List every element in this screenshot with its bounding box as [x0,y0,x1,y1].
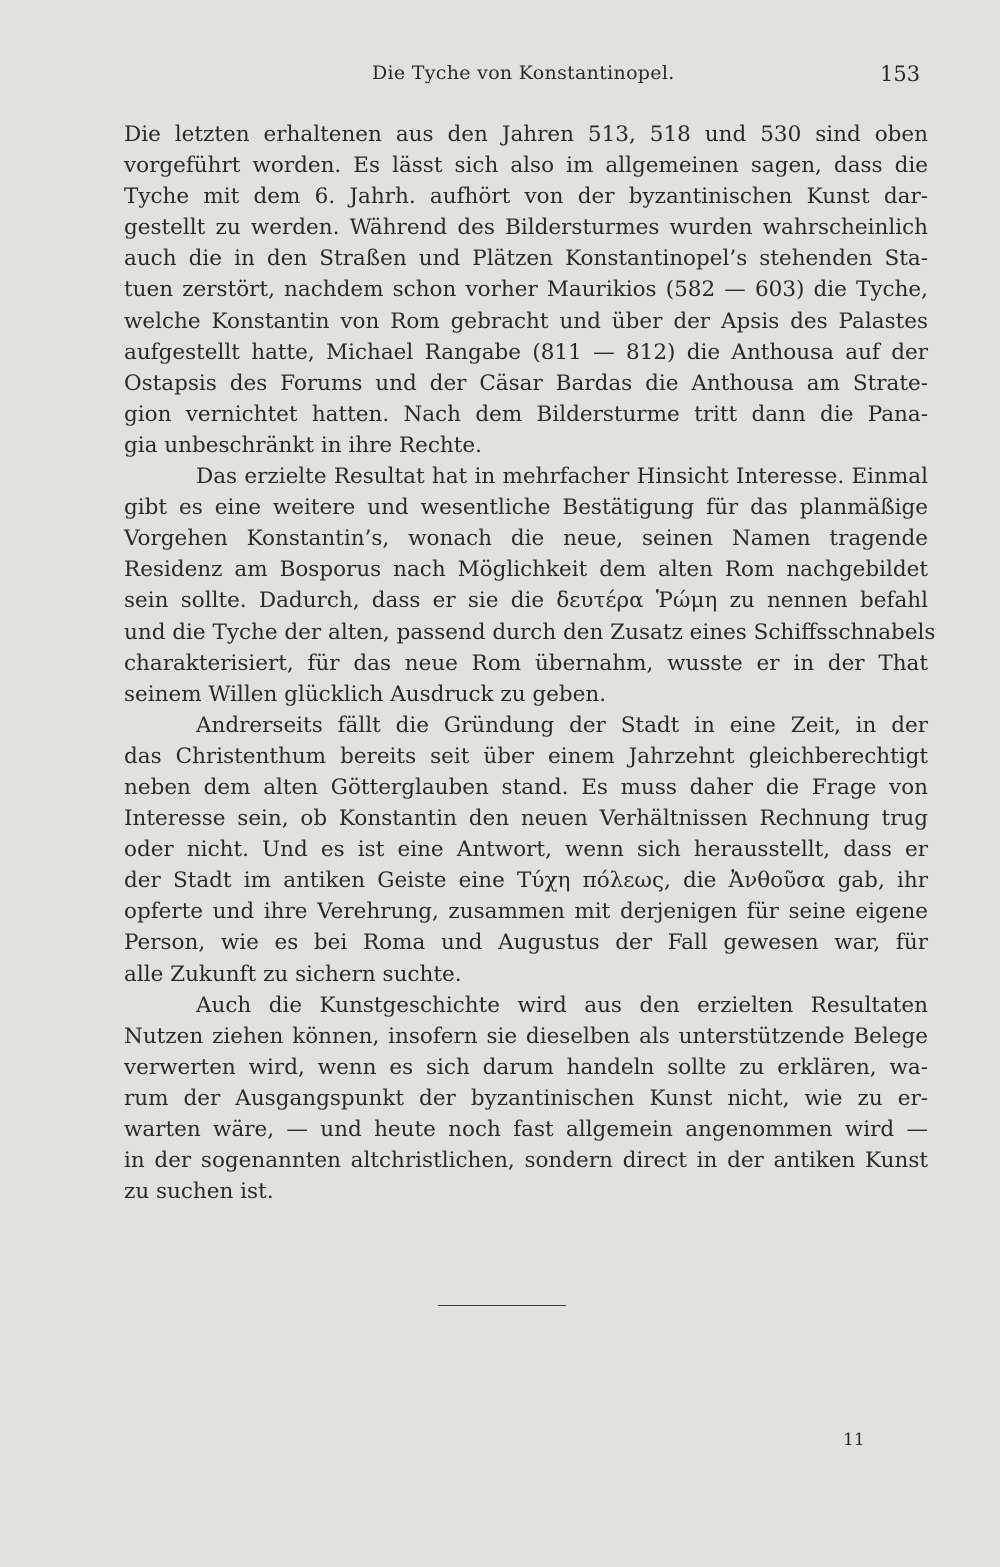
text-line: aufgestellt hatte, Michael Rangabe (811 — 812) die Anthousa auf der [124,339,928,365]
paragraph [124,461,936,710]
running-title: Die Tyche von Konstantinopel. [372,62,675,84]
text-line: seinem Willen glücklich Ausdruck zu geben. [124,681,607,707]
text-line: alle Zukunft zu sichern suchte. [124,961,462,987]
body-text [124,119,936,1207]
text-line: tuen zerstört, nachdem schon vorher Maurikios (582 — 603) die Tyche, [124,277,928,303]
text-line: Tyche mit dem 6. Jahrh. aufhört von der byzantinischen Kunst dar- [124,184,928,210]
text-line: rum der Ausgangspunkt der byzantinischen Kunst nicht, wie zu er- [124,1085,928,1111]
text-line: Die letzten erhaltenen aus den Jahren 513, 518 und 530 sind oben [124,122,928,147]
text-line: Auch die Kunstgeschichte wird aus den erzielten Resultaten [196,992,928,1018]
text-line: und die Tyche der alten, passend durch den Zusatz eines Schiffsschnabels [124,619,936,645]
text-line: Interesse sein, ob Konstantin den neuen Verhältnissen Rechnung trug [124,806,928,832]
text-line: oder nicht. Und es ist eine Antwort, wenn sich herausstellt, dass er [124,837,928,863]
text-line: Andrerseits fällt die Gründung der Stadt in eine Zeit, in der [196,712,928,738]
text-line: zu suchen ist. [124,1179,274,1205]
signature-mark: 11 [843,1430,865,1450]
paragraph [124,710,928,990]
text-line: neben dem alten Götterglauben stand. Es muss daher die Frage von [124,774,928,800]
text-line: warten wäre, — und heute noch fast allgemein angenommen wird — [124,1117,928,1142]
text-line: welche Konstantin von Rom gebracht und über der Apsis des Palastes [124,308,928,334]
text-line: gestellt zu werden. Während des Bildersturmes wurden wahrscheinlich [124,215,928,241]
text-line: Nutzen ziehen können, insofern sie dieselben als unterstützende Belege [124,1023,928,1049]
text-line: Ostapsis des Forums und der Cäsar Bardas die Anthousa am Strate- [124,370,928,396]
text-line: charakterisiert, für das neue Rom übernahm, wusste er in der That [124,650,928,676]
text-line: vorgeführt worden. Es lässt sich also im allgemeinen sagen, dass die [124,153,928,179]
text-line: gion vernichtet hatten. Nach dem Bildersturme tritt dann die Pana- [124,401,928,427]
paragraph [124,119,928,461]
text-line: sein sollte. Dadurch, dass er sie die δευτέρα Ῥώμη zu nennen befahl [124,588,928,614]
paragraph [124,990,928,1208]
section-divider [438,1305,566,1306]
text-line: auch die in den Straßen und Plätzen Konstantinopel’s stehenden Sta- [124,246,928,272]
text-line: gia unbeschränkt in ihre Rechte. [124,432,482,458]
text-line: gibt es eine weitere und wesentliche Bestätigung für das planmäßige [124,495,928,521]
text-line: opferte und ihre Verehrung, zusammen mit derjenigen für seine eigene [124,899,928,925]
text-line: verwerten wird, wenn es sich darum handeln sollte zu erklären, wa- [124,1054,928,1080]
text-line: der Stadt im antiken Geiste eine Τύχη πόλεως, die Ἀνθοῦσα gab, ihr [124,868,928,894]
text-line: Residenz am Bosporus nach Möglichkeit dem alten Rom nachgebildet [124,557,928,583]
text-line: Vorgehen Konstantin’s, wonach die neue, seinen Namen tragende [124,526,928,552]
text-line: das Christenthum bereits seit über einem Jahrzehnt gleichberechtigt [124,743,928,769]
text-line: Person, wie es bei Roma und Augustus der Fall gewesen war, für [124,930,928,956]
text-line: in der sogenannten altchristlichen, sondern direct in der antiken Kunst [124,1148,928,1174]
page-number: 153 [880,62,921,86]
text-line: Das erzielte Resultat hat in mehrfacher Hinsicht Interesse. Einmal [196,464,928,490]
